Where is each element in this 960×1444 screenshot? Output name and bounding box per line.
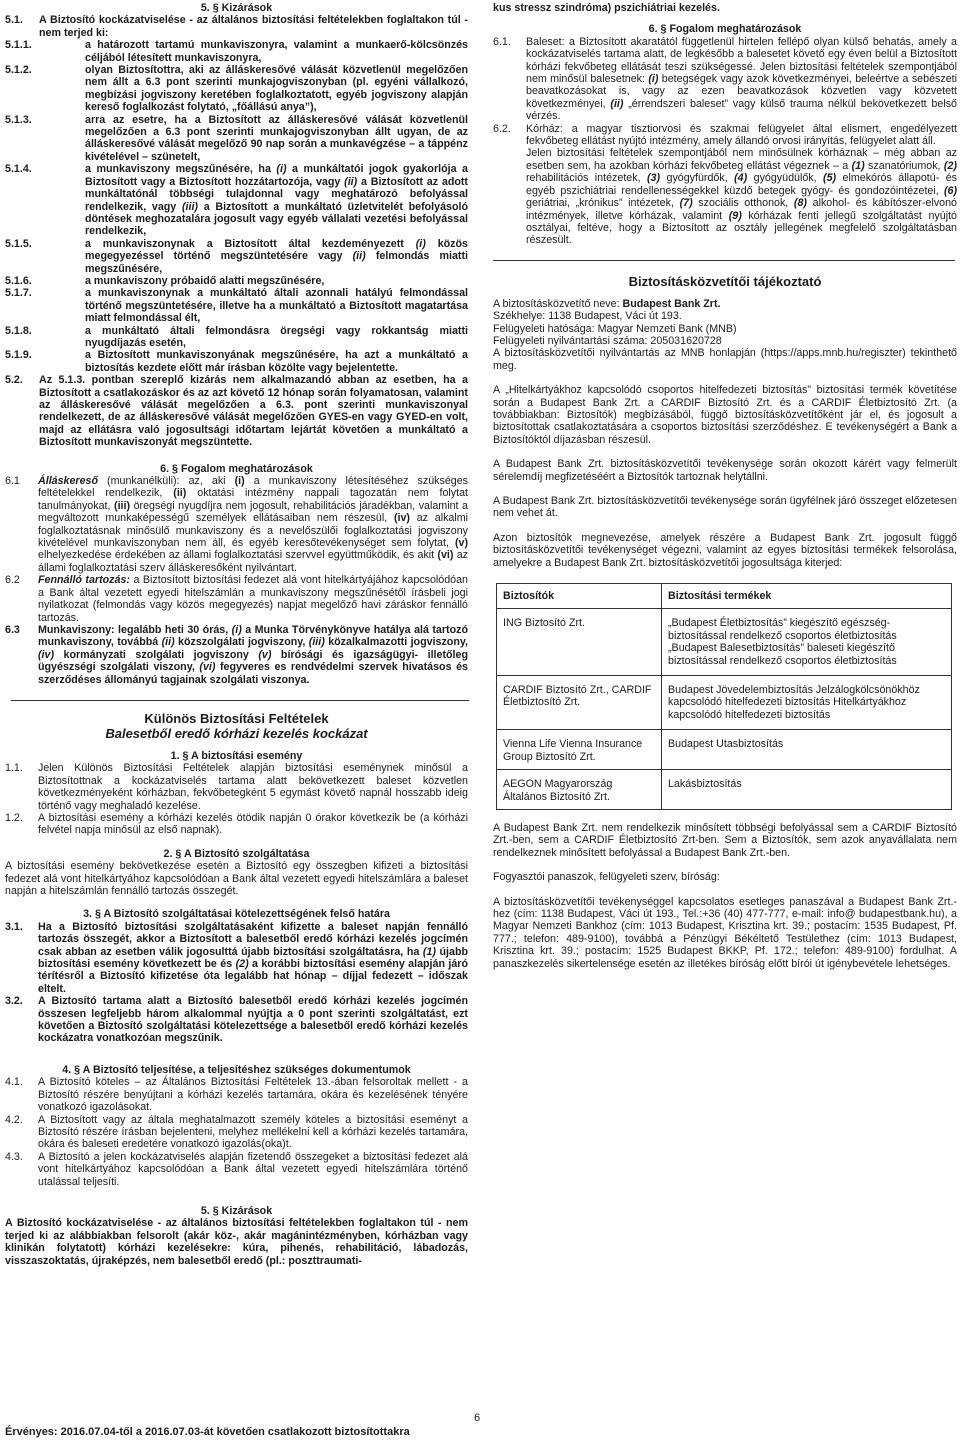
clause-5-2: 5.2. Az 5.1.3. pontban szereplő kizárás nem alkalmazandó abban az esetben, ha a Biztosított a csatlakozáskor és az azt követő 12 hónap során folyamatosan, valamint az álláskeresővé válását megelőzően a 6.3. pont szerinti munkaviszonyal rendelkezett, de az álláskeresővé válását megelőzően GYES-en vagy GYED-en volt, majd az ellátásra való jogosultsági időtartam lejártát követően a munkáltató a Biztosított munkaviszonyát megszüntette. <box>5 374 468 449</box>
clause-5-1-1: 5.1.1. a határozott tartamú munkaviszonyra, valamint a munkaerő-kölcsönzés céljából létesített munkaviszonyra, <box>5 39 468 64</box>
table-header-cell: Biztosítók <box>497 584 662 609</box>
clause-4-2: 4.2. A Biztosított vagy az általa meghatalmazott személy köteles a biztosítási eseményt a Biztosító részére írásban bejelenteni, melyhez mellékelni kell a kórházi kezelés tartamára, okára és baleseti eredetére vonatkozó igazolás(oka)t. <box>5 1113 468 1151</box>
broker-registry-text: A biztosításközvetítői nyilvántartás az MNB honlapján (https://apps.mnb.hu/regiszter) tekinthető meg. <box>493 347 957 372</box>
broker-seat: Székhelye: 1138 Budapest, Váci út 193. <box>493 310 682 323</box>
table-cell: Budapest Jövedelembiztosítás Jelzálogkölcsönökhöz kapcsolódó hitelfedezeti biztosítás Hitelkártyákhoz kapcsolódó hitelfedezeti biztosítás <box>662 676 952 730</box>
broker-authority: Felügyeleti hatósága: Magyar Nemzeti Bank (MNB) <box>493 322 737 335</box>
clause-r-6-1: 6.1. Baleset: a Biztosított akaratától függetlenül hirtelen fellépő olyan külső behatás, amely a kockázatviselés tartama alatt, de legkésőbb a balesetet követő egy éven belül a Biztosított kórházi fekvőbeteg ellátását teszi szükségessé. Jelen biztosítási feltételek szempontjából nem minősül balesetnek: (i) betegségek vagy azok következményei, beleértve a sebészeti beavatkozásokat is, vagy az ezen beavatkozások közvetlen vagy közvetett következményei, (ii) „érrendszeri baleset” vagy külső trauma nélkül bekövetkezett belső vérzés. <box>493 35 957 123</box>
clause-1-1: 1.1. Jelen Különös Biztosítási Feltételek alapján biztosítási eseménynek minősül a Biztosítottnak a kockázatviselés tartama alatt bekövetkezett baleset közvetlen következményeként kórházban, fekvőbetegként 5 egymást követő napnál hosszabb ideig történő vagy meghaladó kezelése. <box>5 762 468 812</box>
clause-5-1-6: 5.1.6. a munkaviszony próbaidő alatti megszűnésére, <box>5 274 325 287</box>
table-row <box>497 609 952 676</box>
right-column <box>493 0 957 970</box>
clause-4-3: 4.3. A Biztosító a jelen kockázatviselés alapján fizetendő összegeket a biztosítási fedezet alá vont hitelkártyához kapcsolódóan a Bank által vezetett egyedi hitelszámlára történő utalással teljesíti. <box>5 1150 468 1188</box>
clause-6-1: 6.1 Álláskereső (munkanélküli): az, aki (i) a munkaviszony létesítéséhez szükséges feltételekkel rendelkezik, (ii) oktatási intézmény nappali tagozatán nem folytat tanulmányokat, (iii) öregségi nyugdíjra nem jogosult, rehabilitációs járadékban, valamint a megváltozott munkaképességű személyek ellátásaiban nem részesül, (iv) az alkalmi foglalkoztatásnak minősülő munkaviszony és a nevelőszülői foglalkoztatási jogviszony kivételével munkaviszonyban nem áll, és egyéb keresőtevékenységet sem folytat, (v) elhelyezkedése érdekében az állami foglalkoztatási szervvel együttműködik, és akit (vi) az állami foglalkoztatási szerv álláskeresőként nyilvántart. <box>5 475 469 574</box>
table-header-cell: Biztosítási termékek <box>662 584 952 609</box>
table-cell: CARDIF Biztosító Zrt., CARDIF Életbiztosító Zrt. <box>497 676 662 730</box>
service-body: A biztosítási esemény bekövetkezése esetén a Biztosító egy összegben kifizeti a biztosítási fedezet alá vont hitelkártyához kapcsolódóan a Bank által vezetett egyedi hitelszámlára a baleset napján a hitelszámlán fennálló tartozás összegét. <box>5 860 468 897</box>
section-heading-upper-limit: 3. § A Biztosító szolgáltatásai kötelezettségének felső határa <box>83 908 390 921</box>
continued-text: kus stressz szindróma) pszichiátriai kezelés. <box>493 2 720 14</box>
clause-5-1-2: 5.1.2. olyan Biztosítottra, aki az álláskeresővé válását közvetlenül megelőzően nem állt a 6.3 pont szerinti munkajogviszonyban (pl. egyéni vállalkozó, megbízási jogviszony keretében foglalkoztatott, egyéb jogviszony alapján kereső foglalkozást folytató, „főállású anya”), <box>5 64 468 114</box>
table-row <box>497 676 952 730</box>
section-heading-exclusions: 5. § Kizárások <box>200 2 273 14</box>
clause-1-2: 1.2. A biztosítási esemény a kórházi kezelés ötödik napján 0 órakor következik be (a kórházi felvétel napja minősül az első napnak). <box>5 811 468 837</box>
section-heading-definitions-2: 6. § Fogalom meghatározások <box>648 23 802 36</box>
table-cell: ING Biztosító Zrt. <box>497 609 662 676</box>
exclusions-body: A Biztosító kockázatviselése - az általános biztosítási feltételekben foglaltakon túl - nem terjed ki az alábbiakban felsorolt (akár köz-, akár magánintézményben, kórházban vagy klinikán folytatott) kórházi kezelésekre: kúra, pihenés, rehabilitáció, lábadozás, visszaszoktatás, újraképzés, nem balesetből eredő (pl.: poszttraumati- <box>5 1217 468 1267</box>
table-header-row <box>497 584 952 609</box>
clause-4-1: 4.1. A Biztosító köteles – az Általános Biztosítási Feltételek 13.-ában felsoroltak mellett - a Biztosító részére benyújtani a kórházi kezelés tartamára, okára és kezelésének tényére vonatkozó igazolásokat. <box>5 1076 468 1114</box>
section-heading-performance: 4. § A Biztosító teljesítése, a teljesítéshez szükséges dokumentumok <box>62 1063 411 1076</box>
clause-5-1-7: 5.1.7. a munkaviszonynak a munkáltató általi azonnali hatályú felmondással történő megszüntetésére, illetve ha a munkáltató a Biztosított magatartása miatt felmondással élt, <box>5 287 468 325</box>
table-row <box>497 770 952 810</box>
special-terms-subtitle: Balesetből eredő kórházi kezelés kockázat <box>105 725 368 741</box>
table-cell: Budapest Utasbiztosítás <box>662 730 952 770</box>
clause-5-1-8: 5.1.8. a munkáltató általi felmondásra öregségi vagy rokkantság miatti nyugdíjazás esetén, <box>5 324 468 349</box>
broker-paragraph: A Budapest Bank Zrt. biztosításközvetítői tevékenysége során ügyfélnek járó összeget előzetesen nem vehet át. <box>493 495 957 520</box>
section-heading-definitions: 6. § Fogalom meghatározások <box>160 462 313 475</box>
broker-paragraph: A „Hitelkártyákhoz kapcsolódó csoportos hitelfedezeti biztosítás” biztosítási termék követítése során a Budapest Bank Zrt. a CARDIF Biztosító Zrt. és a CARDIF Életbiztosító Zrt. (a továbbiakban: Biztosítók) megbízásából, függő biztosításközvetítőként jár el, és jogosult a biztosítottak csatlakoztatására a csoportos biztosítási szerződéshez. E tevékenységért a Bank a Biztosítóktól díjazásban részesül. <box>493 384 957 446</box>
broker-paragraph: A Budapest Bank Zrt. nem rendelkezik minősített többségi befolyással sem a CARDIF Biztosító Zrt.-ben, sem a CARDIF Életbiztosító Zrt-ben. Sem a Biztosítók, sem azok anyavállalata nem rendelkeznek minősített befolyással a Budapest Bank Zrt.-ben. <box>493 821 957 859</box>
clause-5-1-9: 5.1.9. a Biztosított munkaviszonyának megszűnésére, ha azt a munkáltató a biztosítás kezdete előtt már írásban közölte vagy bejelentette. <box>5 349 468 374</box>
broker-name: A biztosításközvetítő neve: Budapest Bank Zrt. <box>493 297 721 310</box>
broker-registry: Felügyeleti nyilvántartási száma: 205031620728 <box>493 334 722 347</box>
insurers-table <box>496 583 952 810</box>
clause-r-6-2: 6.2. Kórház: a magyar tisztiorvosi és szakmai felügyelet által elismert, engedélyezett fekvőbeteg ellátást nyújtó intézmény, amely állandó orvosi irányítás, felügyelet alatt áll. <box>493 122 957 148</box>
clause-6-2: 6.2 Fennálló tartozás: a Biztosított biztosítási fedezet alá vont hitelkártyájához kapcsolódóan a Bank által vezetett egyedi hitelszámlán a munkaviszony megszűnésétől írásbeli jogi nyilatkozat (felmondás vagy közös megegyezés) napjat megelőző havi záráskor fennálló tartozás. <box>5 574 468 624</box>
clause-3-2: 3.2. A Biztosító tartama alatt a Biztosító balesetből eredő kórházi kezelés jogcímén összesen legfeljebb három alkalommal nyújtja a 0 pont szerinti szolgáltatást, ezt követően a Biztosító szolgáltatási kötelezettsége a balesetből eredő kórházi kezelés kockázatra vonatkozóan megszűnik. <box>5 995 468 1045</box>
complaints-heading: Fogyasztói panaszok, felügyeleti szerv, bíróság: <box>493 871 720 884</box>
clause-r-6-2-cont: Jelen biztosítási feltételek szempontjából nem minősülnek kórháznak – még abban az esetben sem, ha azokban kórházi fekvőbeteg ellátást végeznek – a (1) szanatóriumok, (2) rehabilitációs intézetek, (3) gyógyfürdők, (4) gyógyüdülők, (5) elmekórós állapotú- és egyéb pszichiátriai rendellenességekkel küzdő betegek gyógy- és gondozóintézetei, (6) geriátriai, „krónikus” intézetek, (7) szociális otthonok, (8) alkohol- és kábítószer-elvonó intézmények, illetve kórházak, valamint (9) kórházak fenti jellegű szolgáltatást nyújtó osztályai, feltéve, hogy a Biztosított az osztály jellegének megfelelő szolgáltatásban részesült. <box>526 147 957 247</box>
section-heading-service: 2. § A Biztosító szolgáltatása <box>163 847 310 860</box>
broker-paragraph: A Budapest Bank Zrt. biztosításközvetítői tevékenysége során okozott kárért vagy felmerült sérelemdíj megfizetéséért a Biztosítók tartoznak helytállni. <box>493 458 957 483</box>
table-cell: „Budapest Életbiztosítás” kiegészítő egészség-biztosítással rendelkező csoportos életbiztosítás „Budapest Balesetbiztosítás” baleseti kiegészítő biztosítással rendelkező csoportos életbiztosítás <box>662 609 952 676</box>
table-cell: AEGON Magyarország Általános Biztosító Zrt. <box>497 770 662 810</box>
broker-paragraph: Azon biztosítók megnevezése, amelyek részére a Budapest Bank Zrt. jogosult függő biztosításközvetítői tevékenységet végezni, valamint az egyes biztosítási termékek felsorolása, amelyekre a Budapest Bank Zrt. biztosításközvetítői jogosultsága kiterjed: <box>493 531 957 569</box>
clause-5-1-4: 5.1.4. a munkaviszony megszűnésére, ha (i) a munkáltatói jogok gyakorlója a Biztosított vagy a Biztosított hozzátartozója, vagy (ii) a Biztosított az adott munkáltatónál többségi tulajdonnal vagy meghatározó befolyással rendelkezik, vagy (iii) a Biztosított a munkáltató üzletvitelét befolyásoló döntések meghozatalára jogosult vagy egyéb vállalati vezetési befolyással rendelkezik, <box>5 163 468 238</box>
clause-6-3: 6.3 Munkaviszony: legalább heti 30 órás, (i) a Munka Törvénykönyve hatálya alá tartozó munkaviszony, továbbá (ii) közszolgálati jogviszony, (iii) közalkalmazotti jogviszony, (iv) kormányzati szolgálati jogviszony (v) bírósági és igazságügyi- illetőleg ügyészségi szolgálati viszony, (vi) fegyveres es rendvédelmi szervek hivatásos és szerződéses állományú tagjainak szolgálati viszonya. <box>5 623 468 686</box>
clause-5-1: 5.1. A Biztosító kockázatviselése - az általános biztosítási feltételekben foglaltakon túl - nem terjed ki: <box>5 14 468 39</box>
section-heading-exclusions-2: 5. § Kizárások <box>200 1204 273 1217</box>
table-row <box>497 730 952 770</box>
clause-5-1-3: 5.1.3. arra az esetre, ha a Biztosított az álláskeresővé válását közvetlenül megelőzően a 6.3 pont szerinti munkajogviszonyban állt ugyan, de az álláskeresővé válását megelőző 90 nap során a munkavégzése – a táppénz kivételével – szünetelt, <box>5 113 468 163</box>
clause-5-1-5: 5.1.5. a munkaviszonynak a Biztosított által kezdeményezett (i) közös megegyezéssel történő megszüntetésére vagy (ii) felmondás miatti megszűnésére, <box>5 237 468 275</box>
left-column <box>5 0 468 1267</box>
table-cell: Lakásbiztosítás <box>662 770 952 810</box>
page-number: 6 <box>474 1412 481 1424</box>
clause-3-1: 3.1. Ha a Biztosító biztosítási szolgáltatásaként kifizette a baleset napján fennálló tartozás összegét, akkor a Biztosított a balesetből eredő kórházi kezelés jogcímén csak abban az esetben válik jogosulttá újabb biztosítási szolgáltatásra, ha (1) újabb biztosítási esemény következett be és (2) a korábbi biztosítási esemény alapján járó térítésről a Biztosító kifizetése óta legalább hat hónap – díjjal fedezett – időszak eltelt. <box>5 920 468 995</box>
special-terms-title: Különös Biztosítási Feltételek <box>144 710 329 726</box>
section-heading-insured-event: 1. § A biztosítási esemény <box>170 749 303 762</box>
complaints-paragraph: A biztosításközvetítői tevékenységgel kapcsolatos esetleges panaszával a Budapest Bank Zrt.-hez (cím: 1138 Budapest, Váci út 193., Tel.:+36 (40) 477-777, e-mail: info@ budapestbank.hu), a Magyar Nemzeti Bankhoz (cím: 1013 Budapest, Krisztina krt. 39.; postacím: 1535 Budapest, Pf. 777.; telefon: 489-9100), továbbá a Pénzügyi Békéltető Testülethez (cím: 1013 Budapest, Krisztina krt. 39.; postacím: 1525 Budapest BKKP, Pf. 172.; telefon: 489-9100) fordulhat. A panaszkezelés sikertelensége esetén az illetékes bíróság előtt bírói út igénybevétele lehetséges. <box>493 895 957 970</box>
validity-footer: Érvényes: 2016.07.04-től a 2016.07.03-át követően csatlakozott biztosítottakra <box>5 1426 410 1438</box>
broker-info-title: Biztosításközvetítői tájékoztató <box>628 273 822 289</box>
table-cell: Vienna Life Vienna Insurance Group Biztosító Zrt. <box>497 730 662 770</box>
